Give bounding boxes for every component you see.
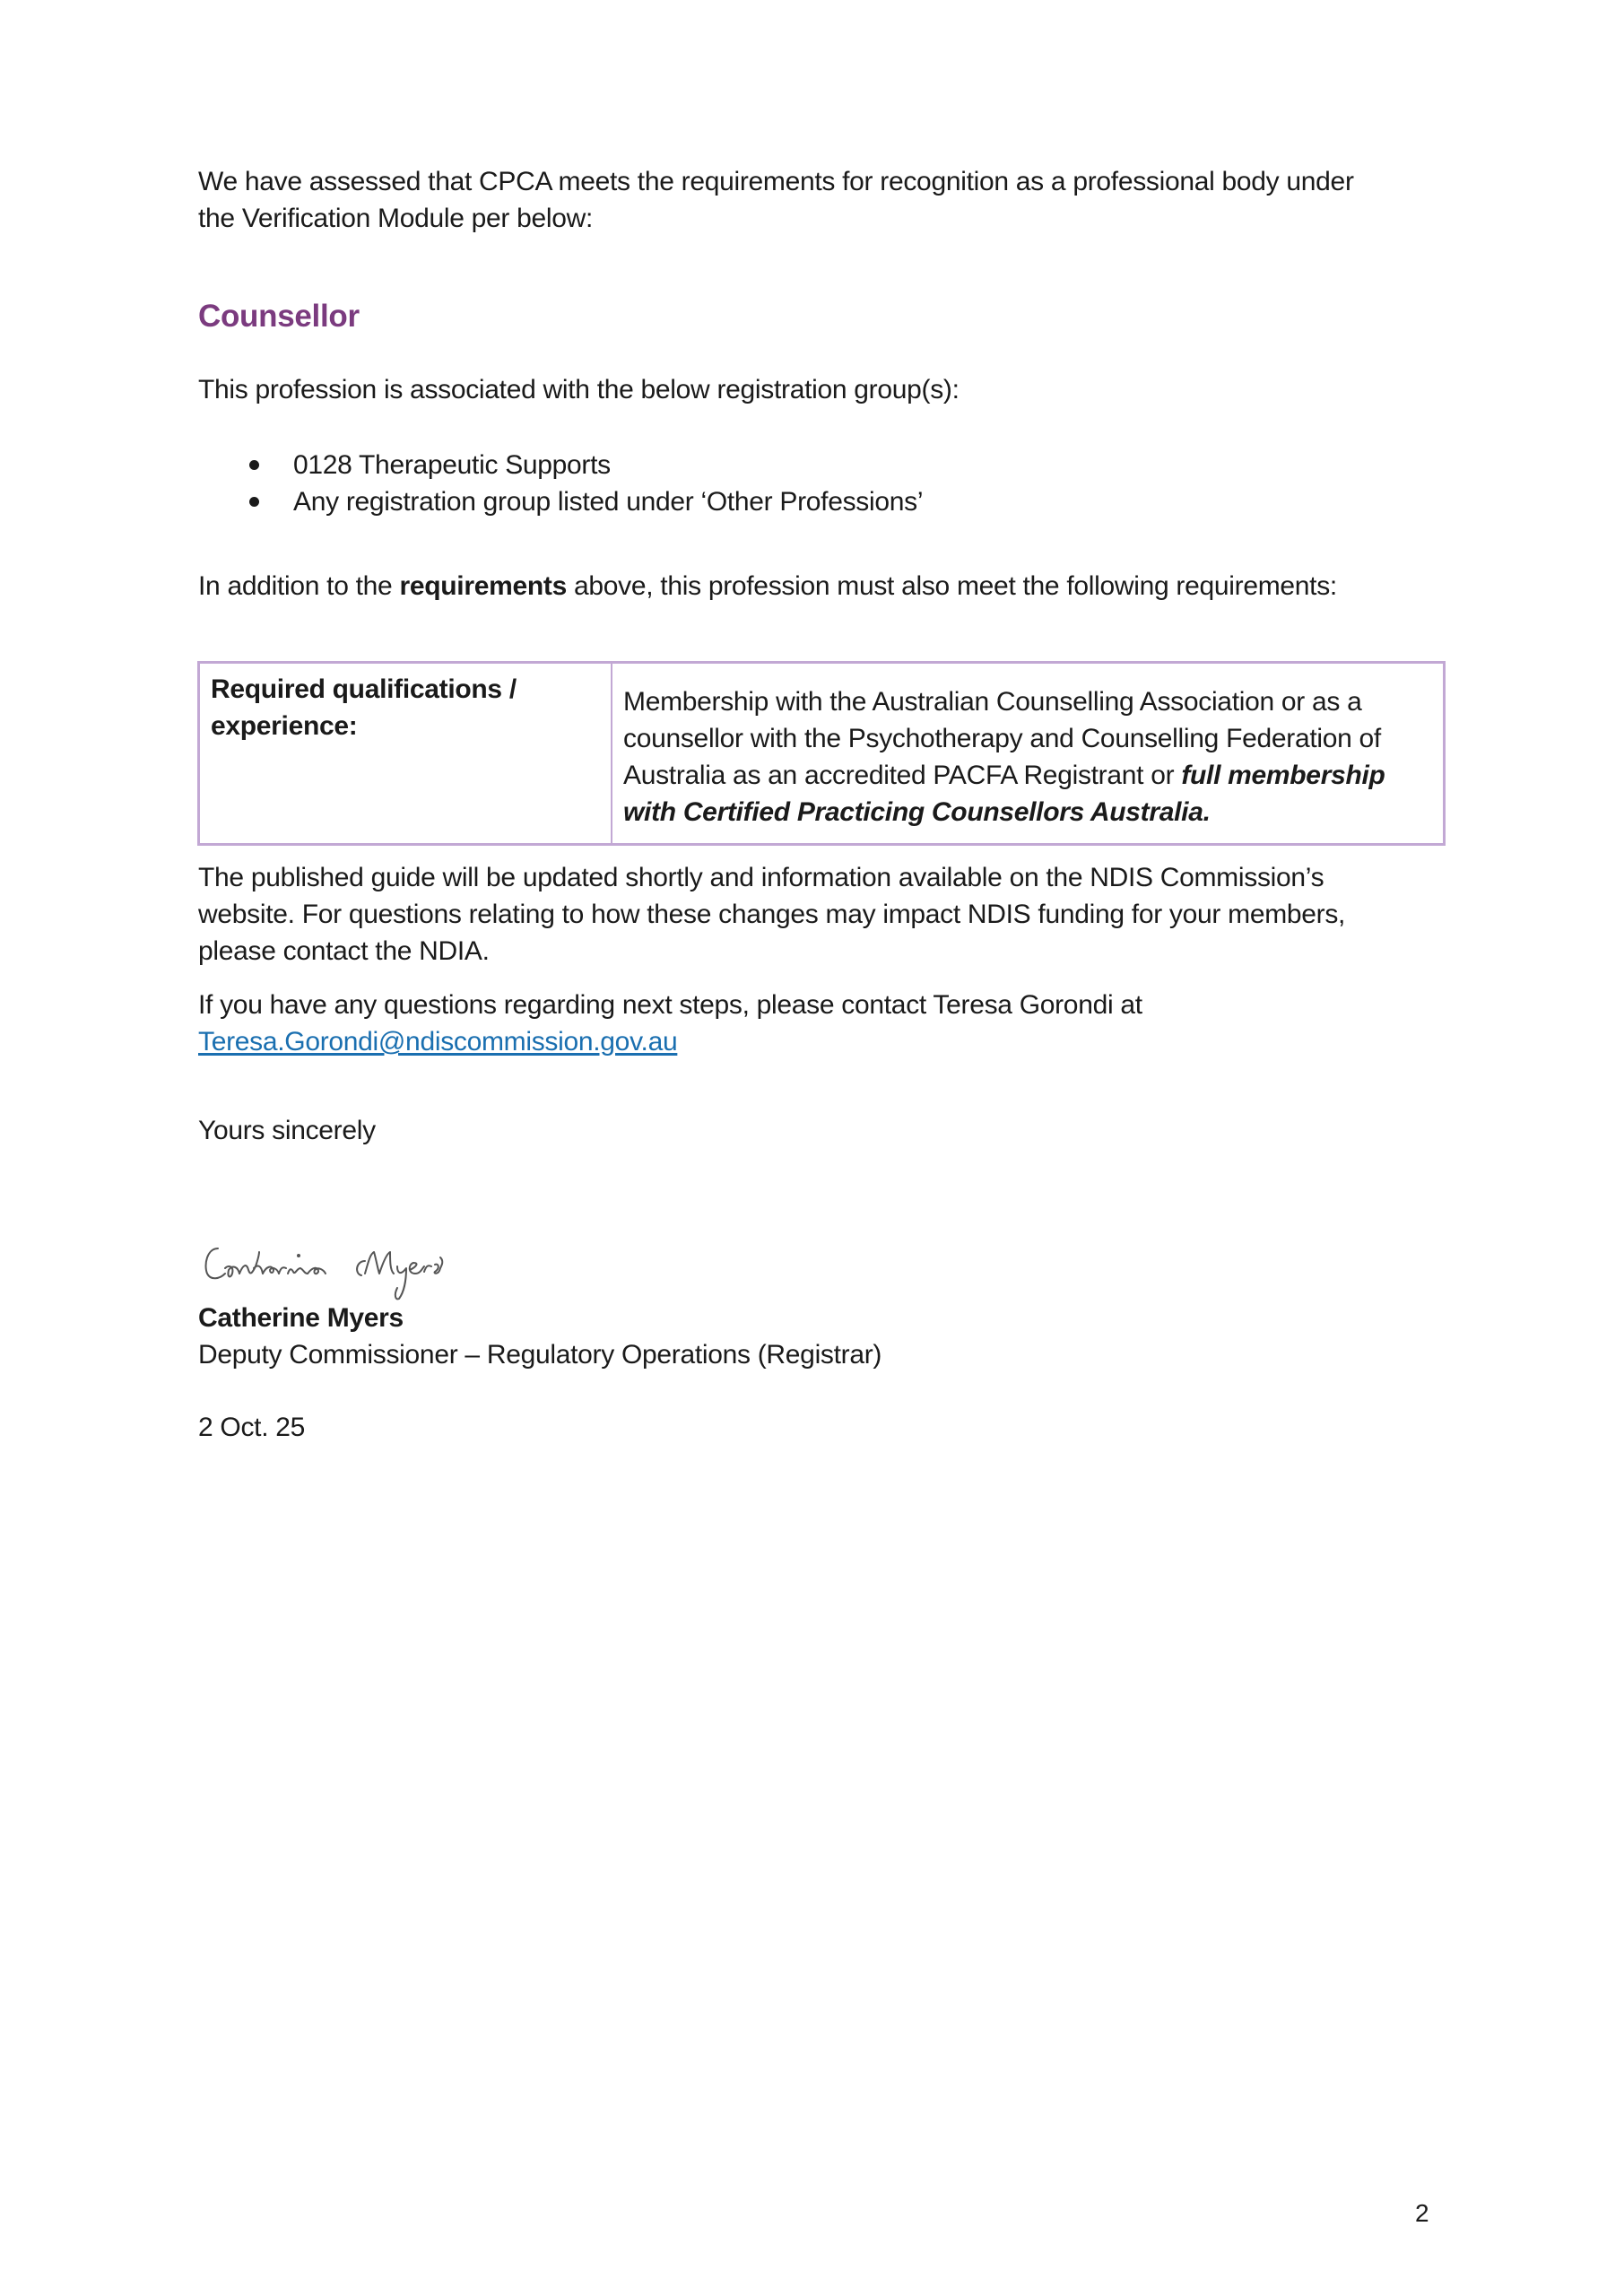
addition-text: [198, 568, 1337, 604]
contact-email-link[interactable]: Teresa.Gorondi@ndiscommission.gov.au: [198, 1027, 678, 1057]
requirements-value-plain: Membership with the Australian Counselling Association or as a counsellor with the Psychotherapy and Counselling Federation of Australia as an accredited PACFA Registrant or: [623, 687, 1381, 790]
bullet-icon: [249, 497, 259, 507]
guide-line-2: website. For questions relating to how these changes may impact NDIS funding for your members,: [198, 900, 1346, 929]
bullet-icon: [249, 460, 259, 470]
addition-prefix: In addition to the: [198, 571, 400, 601]
contact-line: If you have any questions regarding next steps, please contact Teresa Gorondi at: [198, 990, 1142, 1020]
intro-line-2: the Verification Module per below:: [198, 204, 594, 233]
addition-suffix: above, this profession must also meet the following requirements:: [566, 571, 1337, 601]
guide-line-1: The published guide will be updated shortly and information available on the NDIS Commission’s: [198, 863, 1324, 892]
list-item: [198, 483, 923, 520]
requirements-table: [197, 661, 1446, 846]
section-heading: Counsellor: [198, 299, 360, 334]
registration-group: 0128 Therapeutic Supports: [293, 450, 611, 480]
signatory-title: Deputy Commissioner – Regulatory Operations (Registrar): [198, 1340, 882, 1370]
contact-email-wrap: [198, 1023, 677, 1060]
addition-bold: requirements: [399, 571, 567, 601]
letter-date: 2 Oct. 25: [198, 1413, 306, 1442]
association-text: This profession is associated with the below registration group(s):: [198, 375, 960, 404]
requirements-value: [612, 663, 1445, 845]
requirements-label: Required qualifications / experience:: [199, 663, 612, 845]
page-number: 2: [1415, 2199, 1429, 2227]
table-row: [199, 663, 1445, 845]
closing: Yours sincerely: [198, 1116, 376, 1145]
registration-group: Any registration group listed under ‘Other Professions’: [293, 487, 924, 517]
signatory-name: Catherine Myers: [198, 1303, 404, 1333]
list-item: [198, 447, 923, 483]
requirements-value-emphasis: full membership with Certified Practicing Counsellors Australia.: [623, 761, 1385, 827]
guide-line-3: please contact the NDIA.: [198, 936, 490, 966]
intro-line-1: We have assessed that CPCA meets the requirements for recognition as a professional body under: [198, 167, 1354, 196]
registration-group-list: [198, 447, 923, 520]
